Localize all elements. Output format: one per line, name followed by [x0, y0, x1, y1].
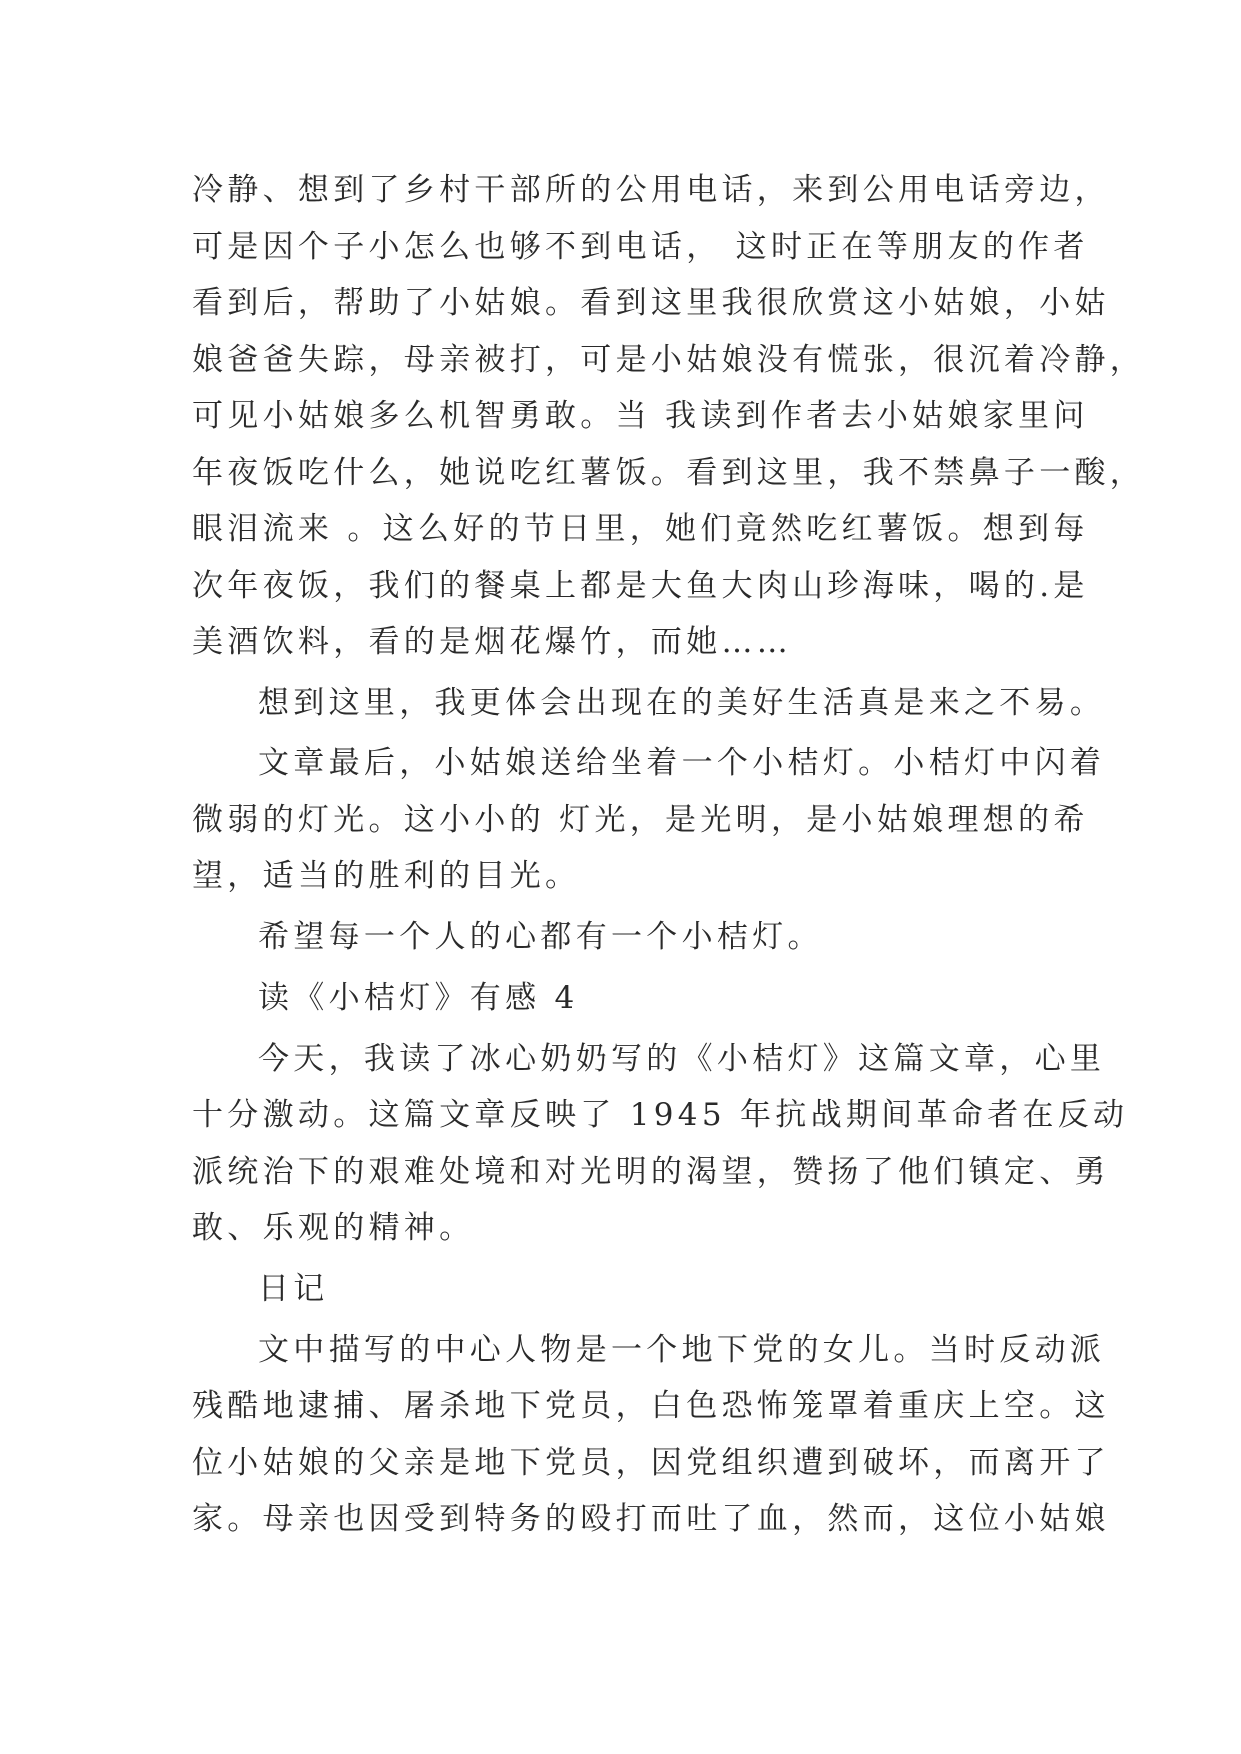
text-line: 美酒饮料，看的是烟花爆竹，而她…… [192, 624, 793, 660]
text-line: 冷静、想到了乡村干部所的公用电话，来到公用电话旁边， [192, 172, 1110, 208]
text-line: 残酷地逮捕、屠杀地下党员，白色恐怖笼罩着重庆上空。这 [192, 1388, 1110, 1424]
text-line: 望，适当的胜利的目光。 [192, 858, 581, 894]
text-line: 十分激动。这篇文章反映了 1945 年抗战期间革命者在反动 [192, 1097, 1129, 1133]
section-heading: 读《小桔灯》有感 4 [258, 980, 579, 1016]
text-line: 今天，我读了冰心奶奶写的《小桔灯》这篇文章，心里 [258, 1041, 1106, 1077]
text-line: 敢、乐观的精神。 [192, 1210, 475, 1246]
text-line: 日记 [258, 1271, 329, 1307]
text-line: 可是因个子小怎么也够不到电话， 这时正在等朋友的作者 [192, 229, 1089, 265]
text-line: 可见小姑娘多么机智勇敢。当 我读到作者去小姑娘家里问 [192, 398, 1089, 434]
text-line: 派统治下的艰难处境和对光明的渴望，赞扬了他们镇定、勇 [192, 1154, 1110, 1190]
text-line: 微弱的灯光。这小小的 灯光，是光明，是小姑娘理想的希 [192, 802, 1089, 838]
text-line: 文中描写的中心人物是一个地下党的女儿。当时反动派 [258, 1332, 1106, 1368]
text-line: 想到这里，我更体会出现在的美好生活真是来之不易。 [258, 685, 1106, 721]
text-line: 眼泪流来 。这么好的节日里，她们竟然吃红薯饭。想到每 [192, 511, 1089, 547]
text-line: 娘爸爸失踪，母亲被打，可是小姑娘没有慌张，很沉着冷静， [192, 342, 1146, 378]
text-line: 希望每一个人的心都有一个小桔灯。 [258, 919, 823, 955]
text-line: 家。母亲也因受到特务的殴打而吐了血，然而，这位小姑娘 [192, 1501, 1110, 1537]
text-line: 年夜饭吃什么，她说吃红薯饭。看到这里，我不禁鼻子一酸， [192, 455, 1146, 491]
text-line: 次年夜饭，我们的餐桌上都是大鱼大肉山珍海味，喝的.是 [192, 568, 1089, 604]
text-line: 文章最后，小姑娘送给坐着一个小桔灯。小桔灯中闪着 [258, 745, 1106, 781]
text-line: 位小姑娘的父亲是地下党员，因党组织遭到破坏，而离开了 [192, 1445, 1110, 1481]
text-line: 看到后，帮助了小姑娘。看到这里我很欣赏这小姑娘，小姑 [192, 285, 1110, 321]
